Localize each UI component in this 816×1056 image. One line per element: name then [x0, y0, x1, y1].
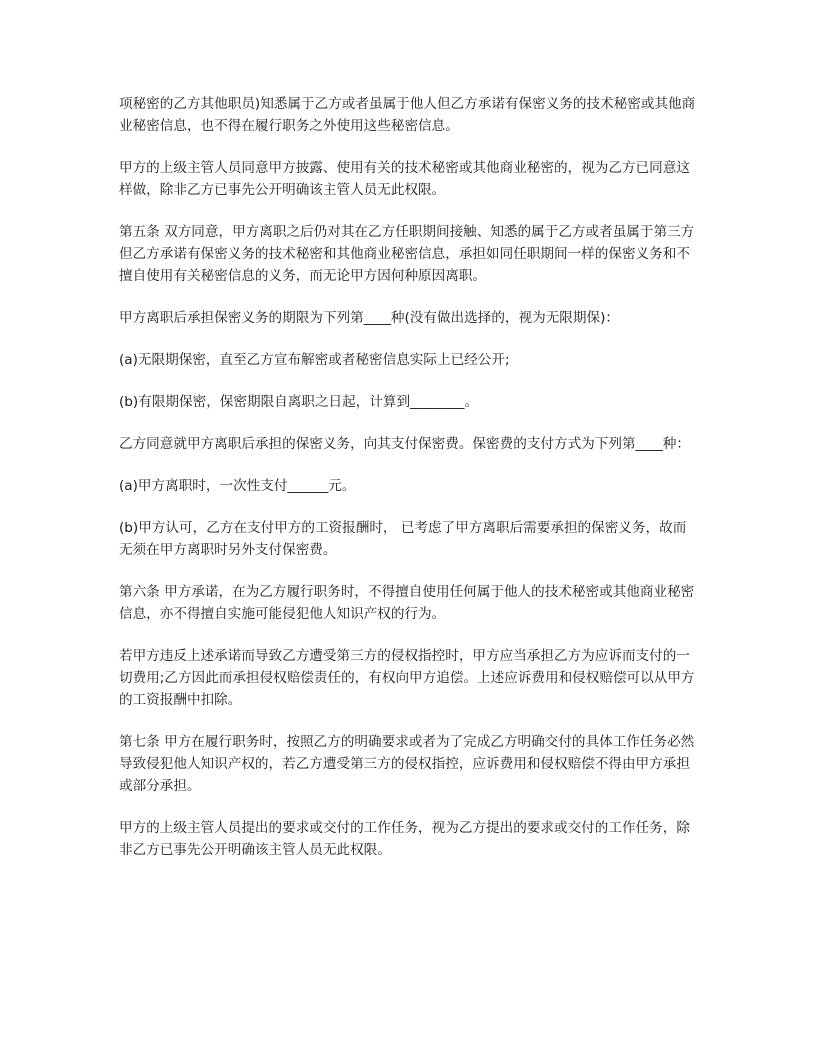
document-body	[119, 93, 699, 881]
paragraph-confidentiality-term: 甲方离职后承担保密义务的期限为下列第____种(没有做出选择的，视为无限期保)：	[119, 310, 619, 326]
paragraph-supervisor-authority: 甲方的上级主管人员提出的要求或交付的工作任务，视为乙方提出的要求或交付的工作任务，除非乙方已事先公开明确该主管人员无此权限。	[119, 820, 690, 858]
paragraph-article-6: 第六条 甲方承诺，在为乙方履行职务时，不得擅自使用任何属于他人的技术秘密或其他商业秘密信息，亦不得擅自实施可能侵犯他人知识产权的行为。	[119, 584, 695, 622]
paragraph-confidentiality-fee: 乙方同意就甲方离职后承担的保密义务，向其支付保密费。保密费的支付方式为下列第____种：	[119, 436, 690, 452]
paragraph-2: 甲方的上级主管人员同意甲方披露、使用有关的技术秘密或其他商业秘密的，视为乙方已同意这样做，除非乙方已事先公开明确该主管人员无此权限。	[119, 160, 690, 198]
paragraph-option-a-unlimited: (a)无限期保密，直至乙方宣布解密或者秘密信息实际上已经公开;	[119, 352, 510, 368]
paragraph-infringement-liability: 若甲方违反上述承诺而导致乙方遭受第三方的侵权指控时，甲方应当承担乙方为应诉而支付的一切费用;乙方因此而承担侵权赔偿责任的，有权向甲方追偿。上述应诉费用和侵权赔偿可以从甲方的工资报酬中扣除。	[119, 648, 695, 708]
paragraph-article-7: 第七条 甲方在履行职务时，按照乙方的明确要求或者为了完成乙方明确交付的具体工作任务必然导致侵犯他人知识产权的，若乙方遭受第三方的侵权指控，应诉费用和侵权赔偿不得由甲方承担或部分承担。	[119, 734, 695, 794]
paragraph-fee-option-b: (b)甲方认可，乙方在支付甲方的工资报酬时， 已考虑了甲方离职后需要承担的保密义务，故而无须在甲方离职时另外支付保密费。	[119, 520, 687, 558]
paragraph-article-5: 第五条 双方同意，甲方离职之后仍对其在乙方任职期间接触、知悉的属于乙方或者虽属于第三方但乙方承诺有保密义务的技术秘密和其他商业秘密信息，承担如同任职期间一样的保密义务和不擅自使用有关秘密信息的义务，而无论甲方因何种原因离职。	[119, 224, 695, 284]
paragraph-1: 项秘密的乙方其他职员)知悉属于乙方或者虽属于他人但乙方承诺有保密义务的技术秘密或其他商业秘密信息，也不得在履行职务之外使用这些秘密信息。	[119, 96, 696, 134]
paragraph-fee-option-a: (a)甲方离职时，一次性支付______元。	[119, 478, 356, 494]
paragraph-option-b-limited: (b)有限期保密，保密期限自离职之日起，计算到________。	[119, 394, 479, 410]
